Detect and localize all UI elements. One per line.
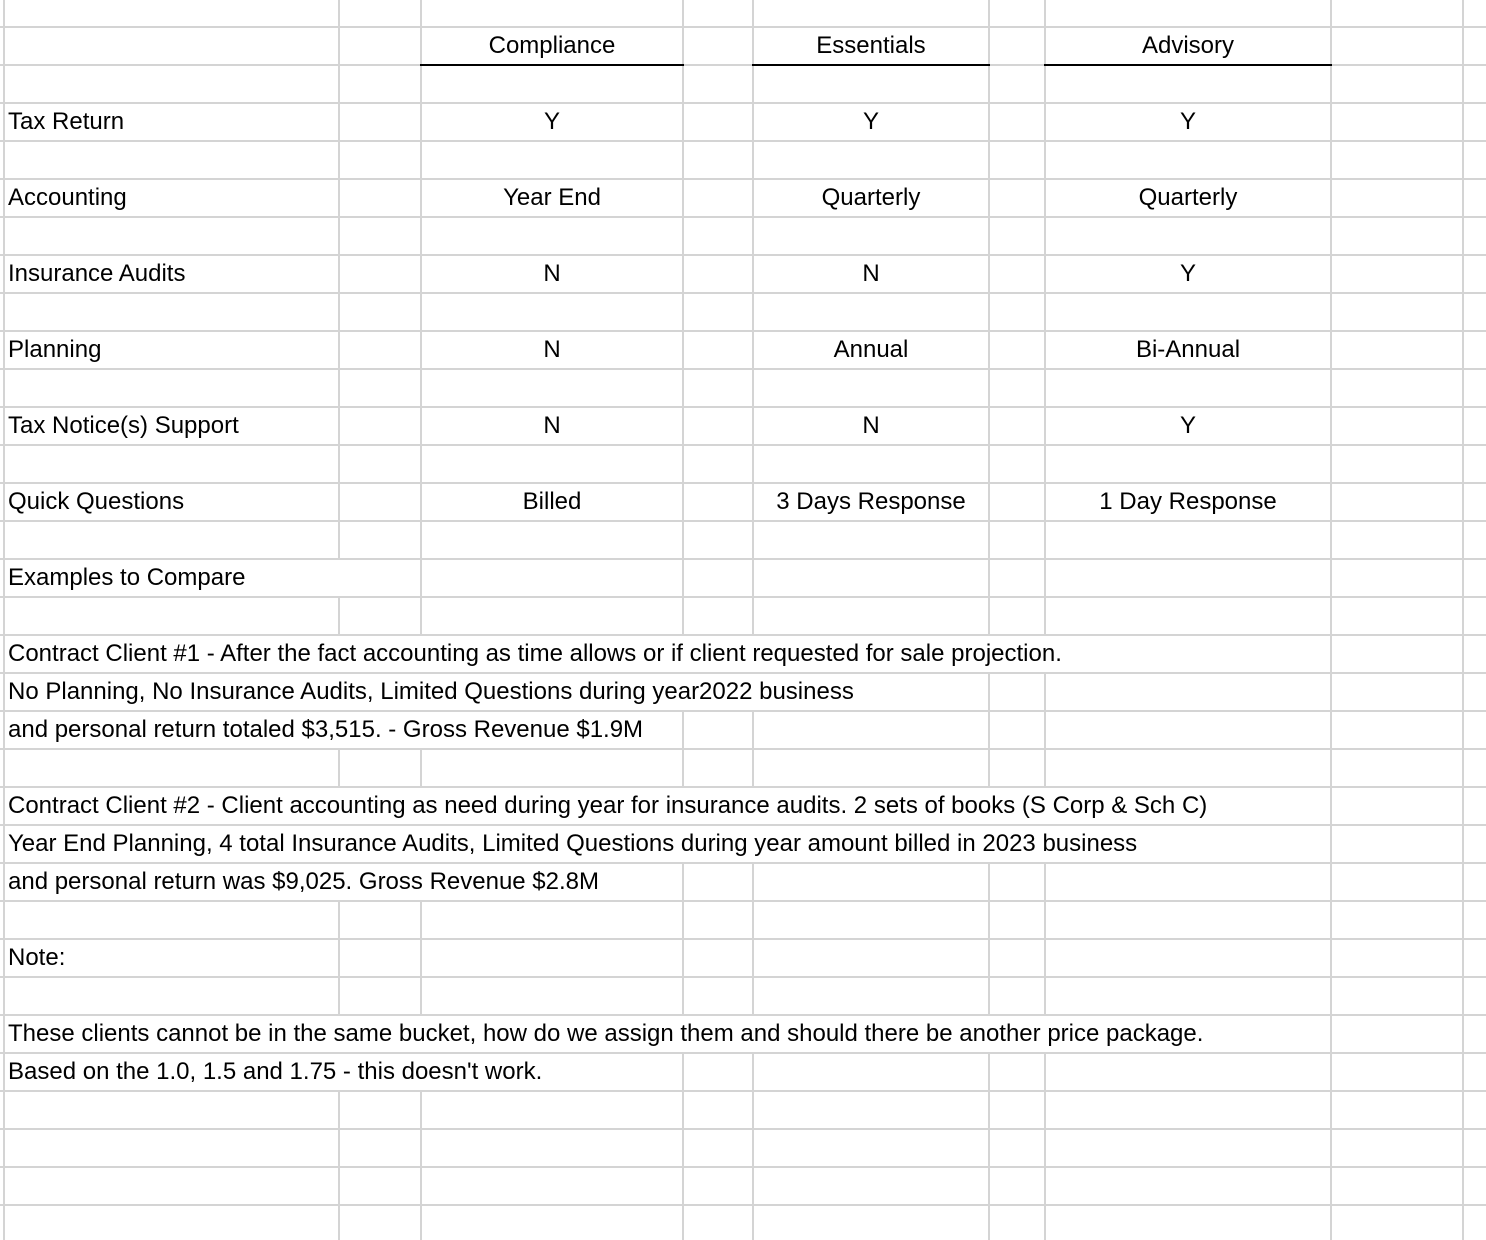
cell-essentials[interactable]: 3 Days Response <box>776 488 966 515</box>
cell-compliance[interactable]: Year End <box>503 184 601 211</box>
cell-compliance[interactable]: Y <box>543 108 560 135</box>
header-underline <box>420 64 684 66</box>
client1-line1[interactable]: Contract Client #1 - After the fact accounting as time allows or if client requested for sale projection. <box>8 640 1062 667</box>
cell-essentials[interactable]: Quarterly <box>821 184 921 211</box>
header-compliance[interactable]: Compliance <box>488 32 616 59</box>
note-line1[interactable]: These clients cannot be in the same bucket, how do we assign them and should there be another price package. <box>8 1020 1204 1047</box>
note-line2[interactable]: Based on the 1.0, 1.5 and 1.75 - this doesn't work. <box>8 1058 543 1085</box>
header-underline <box>752 64 990 66</box>
row-label-quick-questions[interactable]: Quick Questions <box>8 488 185 515</box>
examples-heading[interactable]: Examples to Compare <box>8 564 246 591</box>
cell-compliance[interactable]: N <box>543 336 561 363</box>
row-label-tax-notice-support[interactable]: Tax Notice(s) Support <box>8 412 239 439</box>
cell-essentials[interactable]: Annual <box>833 336 909 363</box>
cell-advisory[interactable]: Bi-Annual <box>1135 336 1241 363</box>
cell-essentials[interactable]: N <box>862 260 880 287</box>
client1-line2[interactable]: No Planning, No Insurance Audits, Limited Questions during year2022 business <box>8 678 854 705</box>
column-gridline <box>988 0 990 1240</box>
column-gridline <box>682 0 684 1240</box>
cell-compliance[interactable]: N <box>543 412 561 439</box>
note-label[interactable]: Note: <box>8 944 66 971</box>
row-label-planning[interactable]: Planning <box>8 336 102 363</box>
cell-compliance[interactable]: N <box>543 260 561 287</box>
client2-line1[interactable]: Contract Client #2 - Client accounting as need during year for insurance audits. 2 sets of books (S Corp & Sch C) <box>8 792 1208 819</box>
column-gridline <box>1462 0 1464 1240</box>
column-gridline <box>1330 0 1332 1240</box>
header-underline <box>1044 64 1332 66</box>
client1-line3[interactable]: and personal return totaled $3,515. - Gross Revenue $1.9M <box>8 716 644 743</box>
cell-compliance[interactable]: Billed <box>522 488 582 515</box>
client2-line3[interactable]: and personal return was $9,025. Gross Revenue $2.8M <box>8 868 600 895</box>
header-advisory[interactable]: Advisory <box>1141 32 1235 59</box>
cell-advisory[interactable]: Y <box>1179 108 1196 135</box>
cell-advisory[interactable]: Quarterly <box>1138 184 1238 211</box>
cell-essentials[interactable]: Y <box>862 108 879 135</box>
row-label-tax-return[interactable]: Tax Return <box>8 108 125 135</box>
header-essentials[interactable]: Essentials <box>816 32 926 59</box>
cell-advisory[interactable]: Y <box>1179 412 1196 439</box>
cell-advisory[interactable]: 1 Day Response <box>1099 488 1277 515</box>
cell-advisory[interactable]: Y <box>1179 260 1196 287</box>
cell-essentials[interactable]: N <box>862 412 880 439</box>
client2-line2[interactable]: Year End Planning, 4 total Insurance Audits, Limited Questions during year amount billed in 2023 business <box>8 830 1138 857</box>
row-label-accounting[interactable]: Accounting <box>8 184 127 211</box>
row-label-insurance-audits[interactable]: Insurance Audits <box>8 260 186 287</box>
